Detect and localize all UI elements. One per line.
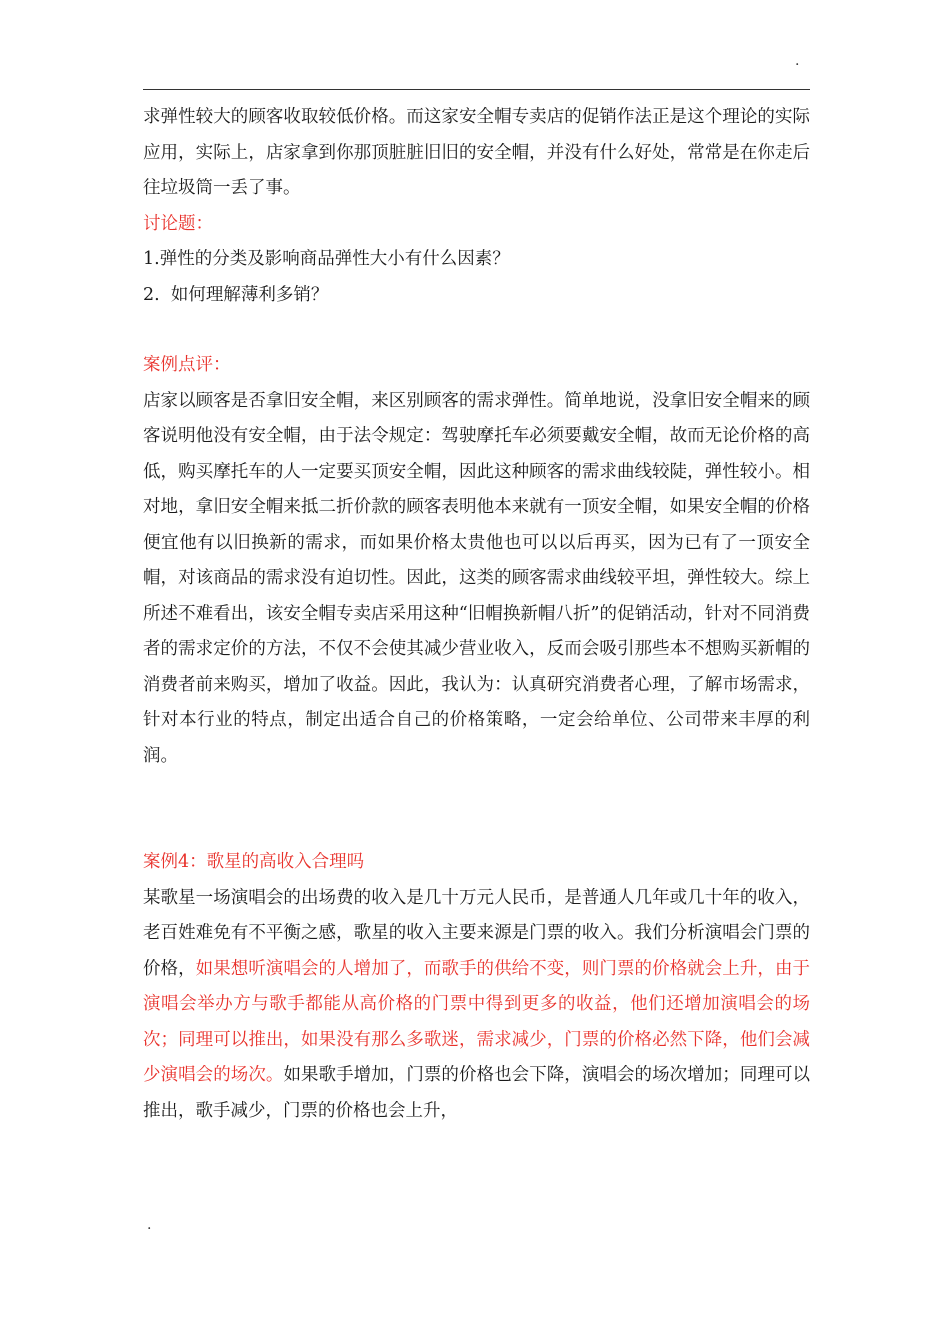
spacer: [143, 313, 810, 348]
header-dot: .: [795, 53, 800, 69]
case4-highlighted-text: 如果想听演唱会的人增加了，而歌手的供给不变，则门票的价格就会上升，由于演唱会举办方与歌手都能从高价格的门票中得到更多的收益，他们还增加演唱会的场次；同理可以推出，如果没有那么多歌迷，需求减少，门票的价格必然下降，他们会减少演唱会的场次。: [143, 958, 811, 1085]
case4-text-b: 如果歌手增加，门票的价格也会下降，演唱会的场次增加；同理可以推出，歌手减少，门票的价格也会上升，: [143, 1065, 811, 1121]
intro-paragraph: 求弹性较大的顾客收取较低价格。而这家安全帽专卖店的促销作法正是这个理论的实际应用，实际上，店家拿到你那顶脏脏旧旧的安全帽，并没有什么好处，常常是在你走后往垃圾筒一丢了事。: [143, 107, 810, 198]
review-paragraph: 店家以顾客是否拿旧安全帽，来区别顾客的需求弹性。简单地说，没拿旧安全帽来的顾客说明他没有安全帽，由于法令规定：驾驶摩托车必须要戴安全帽，故而无论价格的高低，购买摩托车的人一定要买顶安全帽，因此这种顾客的需求曲线较陡，弹性较小。相对地，拿旧安全帽来抵二折价款的顾客表明他本来就有一顶安全帽，如果安全帽的价格便宜他有以旧换新的需求，而如果价格太贵他也可以以后再买，因为已有了一顶安全帽，对该商品的需求没有迫切性。因此，这类的顾客需求曲线较平坦，弹性较大。综上所述不难看出，该安全帽专卖店采用这种“旧帽换新帽八折”的促销活动，针对不同消费者的需求定价的方法，不仅不会使其减少营业收入，反而会吸引那些本不想购买新帽的消费者前来购买，增加了收益。因此，我认为：认真研究消费者心理，了解市场需求，针对本行业的特点，制定出适合自己的价格策略，一定会给单位、公司带来丰厚的利润。: [143, 390, 810, 766]
document-body: [143, 100, 810, 1129]
review-heading: 案例点评：: [143, 355, 231, 375]
header-rule: [143, 89, 810, 90]
case4-text-a: 某歌星一场演唱会的出场费的收入是几十万元人民币，是普通人几年或几十年的收入，老百姓难免有不平衡之感，歌星的收入主要来源是门票的收入。我们分析演唱会门票的价格，: [143, 887, 810, 979]
case4-paragraph: [143, 881, 810, 1130]
discussion-heading: 讨论题：: [143, 213, 213, 234]
discussion-question-1: 1.弹性的分类及影响商品弹性大小有什么因素？: [143, 249, 510, 269]
footer-dot: .: [147, 1217, 152, 1233]
spacer: [143, 774, 810, 845]
discussion-question-2: 2. 如何理解薄利多销？: [143, 284, 329, 305]
case4-heading: 案例4：歌星的高收入合理吗: [143, 852, 365, 872]
